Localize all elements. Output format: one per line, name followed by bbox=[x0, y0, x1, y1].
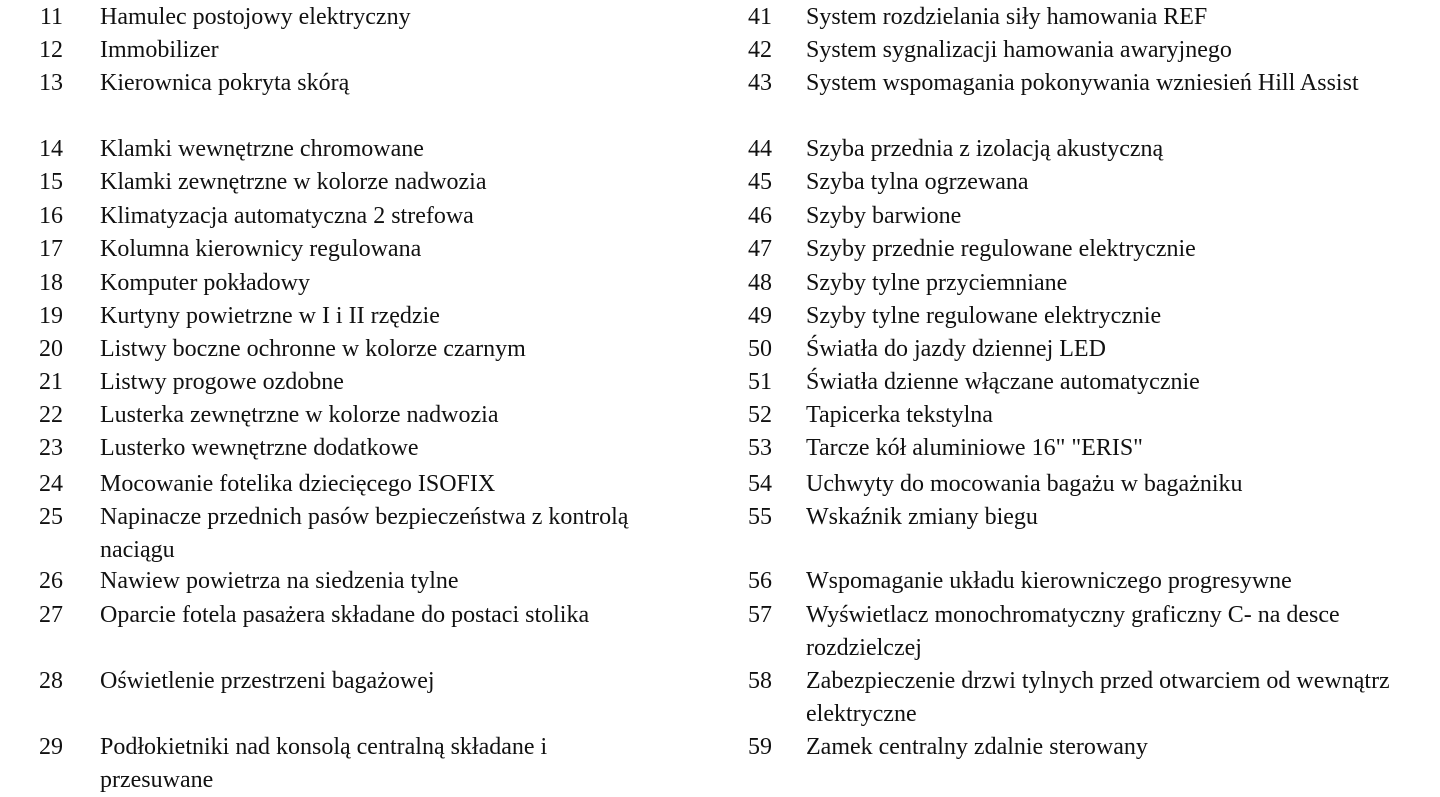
item-number: 52 bbox=[748, 402, 772, 428]
item-text: Światła do jazdy dziennej LED bbox=[806, 336, 1106, 362]
item-number: 17 bbox=[39, 236, 63, 262]
item-number: 11 bbox=[39, 4, 63, 30]
item-number: 54 bbox=[748, 471, 772, 497]
item-text: Szyby tylne przyciemniane bbox=[806, 270, 1068, 296]
item-text: System wspomagania pokonywania wzniesień Hill Assist bbox=[806, 70, 1359, 96]
item-text: Lusterko wewnętrzne dodatkowe bbox=[100, 435, 419, 461]
item-text: Klamki zewnętrzne w kolorze nadwozia bbox=[100, 169, 487, 195]
item-number: 14 bbox=[39, 136, 63, 162]
item-number: 56 bbox=[748, 568, 772, 594]
item-text: Mocowanie fotelika dziecięcego ISOFIX bbox=[100, 471, 496, 497]
item-text: Tarcze kół aluminiowe 16" "ERIS" bbox=[806, 435, 1143, 461]
item-number: 48 bbox=[748, 270, 772, 296]
item-text: Klamki wewnętrzne chromowane bbox=[100, 136, 424, 162]
item-number: 26 bbox=[39, 568, 63, 594]
item-number: 46 bbox=[748, 203, 772, 229]
item-text: Napinacze przednich pasów bezpieczeństwa z kontrolą naciągu bbox=[100, 504, 629, 563]
item-text: System sygnalizacji hamowania awaryjnego bbox=[806, 37, 1232, 63]
item-text: Uchwyty do mocowania bagażu w bagażniku bbox=[806, 471, 1243, 497]
item-number: 50 bbox=[748, 336, 772, 362]
item-text: Oświetlenie przestrzeni bagażowej bbox=[100, 668, 435, 694]
item-number: 57 bbox=[748, 602, 772, 628]
item-text: Listwy boczne ochronne w kolorze czarnym bbox=[100, 336, 526, 362]
item-text: Szyba przednia z izolacją akustyczną bbox=[806, 136, 1164, 162]
item-number: 47 bbox=[748, 236, 772, 262]
item-number: 28 bbox=[39, 668, 63, 694]
item-text: Immobilizer bbox=[100, 37, 219, 63]
item-number: 19 bbox=[39, 303, 63, 329]
item-text: System rozdzielania siły hamowania REF bbox=[806, 4, 1208, 30]
item-text: Podłokietniki nad konsolą centralną składane i przesuwane bbox=[100, 734, 548, 793]
item-number: 59 bbox=[748, 734, 772, 760]
item-text: Szyba tylna ogrzewana bbox=[806, 169, 1029, 195]
item-number: 18 bbox=[39, 270, 63, 296]
item-text: Lusterka zewnętrzne w kolorze nadwozia bbox=[100, 402, 499, 428]
item-number: 49 bbox=[748, 303, 772, 329]
item-text: Zabezpieczenie drzwi tylnych przed otwarciem od wewnątrz elektryczne bbox=[806, 668, 1390, 727]
item-number: 20 bbox=[39, 336, 63, 362]
item-text: Hamulec postojowy elektryczny bbox=[100, 4, 411, 30]
item-text: Klimatyzacja automatyczna 2 strefowa bbox=[100, 203, 474, 229]
item-text: Wyświetlacz monochromatyczny graficzny C- na desce rozdzielczej bbox=[806, 602, 1340, 661]
item-text: Szyby tylne regulowane elektrycznie bbox=[806, 303, 1162, 329]
item-text: Wskaźnik zmiany biegu bbox=[806, 504, 1038, 530]
item-number: 13 bbox=[39, 70, 63, 96]
item-number: 53 bbox=[748, 435, 772, 461]
item-number: 43 bbox=[748, 70, 772, 96]
item-number: 29 bbox=[39, 734, 63, 760]
item-number: 22 bbox=[39, 402, 63, 428]
item-text: Światła dzienne włączane automatycznie bbox=[806, 369, 1200, 395]
item-number: 55 bbox=[748, 504, 772, 530]
item-text: Tapicerka tekstylna bbox=[806, 402, 993, 428]
item-text: Komputer pokładowy bbox=[100, 270, 310, 296]
item-number: 23 bbox=[39, 435, 63, 461]
item-number: 42 bbox=[748, 37, 772, 63]
item-number: 21 bbox=[39, 369, 63, 395]
item-text: Szyby przednie regulowane elektrycznie bbox=[806, 236, 1196, 262]
item-number: 44 bbox=[748, 136, 772, 162]
item-text: Zamek centralny zdalnie sterowany bbox=[806, 734, 1148, 760]
item-text: Kurtyny powietrzne w I i II rzędzie bbox=[100, 303, 440, 329]
item-number: 45 bbox=[748, 169, 772, 195]
item-number: 24 bbox=[39, 471, 63, 497]
item-text: Kierownica pokryta skórą bbox=[100, 70, 350, 96]
item-number: 41 bbox=[748, 4, 772, 30]
item-text: Wspomaganie układu kierowniczego progresywne bbox=[806, 568, 1292, 594]
item-number: 12 bbox=[39, 37, 63, 63]
item-text: Kolumna kierownicy regulowana bbox=[100, 236, 422, 262]
item-text: Szyby barwione bbox=[806, 203, 962, 229]
item-number: 25 bbox=[39, 504, 63, 530]
item-number: 58 bbox=[748, 668, 772, 694]
item-number: 15 bbox=[39, 169, 63, 195]
item-text: Listwy progowe ozdobne bbox=[100, 369, 344, 395]
item-number: 16 bbox=[39, 203, 63, 229]
item-text: Oparcie fotela pasażera składane do postaci stolika bbox=[100, 602, 590, 628]
item-text: Nawiew powietrza na siedzenia tylne bbox=[100, 568, 459, 594]
item-number: 51 bbox=[748, 369, 772, 395]
item-number: 27 bbox=[39, 602, 63, 628]
